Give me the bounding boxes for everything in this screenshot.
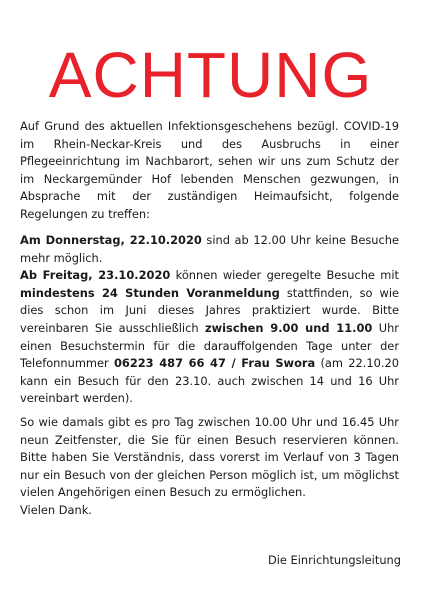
headline: ACHTUNG [48,39,373,111]
visiting-slots-paragraph [20,414,399,520]
rule2-call-window: zwischen 9.00 und 11.00 [204,320,373,335]
rule2-date: Ab Freitag, 23.10.2020 [20,268,171,283]
rule2-text-d: (am 22.10.20 kann ein Besuch für den 23.10. auch zwischen 14 und 16 Uhr vereinbart werden). [20,356,399,406]
rules-paragraph [20,232,399,408]
rule3-text: So wie damals gibt es pro Tag zwischen 10.00 Uhr und 16.45 Uhr neun Zeitfenster, die Sie für einen Besuch reservieren können. Bitte haben Sie Verständnis, dass vorerst im Verlauf von 3 Tagen nur ein Besuch von der gleichen Person möglich ist, um möglichst vielen Angehörigen einen Besuch zu ermöglichen. [20,415,399,500]
signature: Die Einrichtungsleitung [267,553,401,567]
intro-paragraph: Auf Grund des aktuellen Infektionsgeschehens bezügl. COVID-19 im Rhein-Neckar-Kreis und des Ausbruchs in einer Pflegeeinrichtung im Nachbarort, sehen wir uns zum Schutz der im Neckargemünder Hof lebenden Menschen gezwungen, in Absprache mit der zuständigen Heimaufsicht, folgende Regelungen zu treffen: [20,119,399,221]
rule2-phone-contact: 06223 487 66 47 / Frau Swora [113,356,316,371]
closing-text: Vielen Dank. [20,502,92,517]
rule2-text-a: können wieder geregelte Besuche mit [170,268,399,283]
rule1-text: sind ab 12.00 Uhr keine Besuche mehr möglich. [20,233,399,265]
rule2-text-c: Uhr einen Besuchstermin für die darauffolgenden Tage unter der Telefonnummer [20,320,399,371]
rule2-text-b: stattfinden, so wie dies schon im Juni dieses Jahres praktiziert wurde. Bitte vereinbaren Sie ausschließlich [20,285,399,335]
rule1-date: Am Donnerstag, 22.10.2020 [20,233,202,247]
rule2-advance-notice: mindestens 24 Stunden Voranmeldung [20,285,280,300]
